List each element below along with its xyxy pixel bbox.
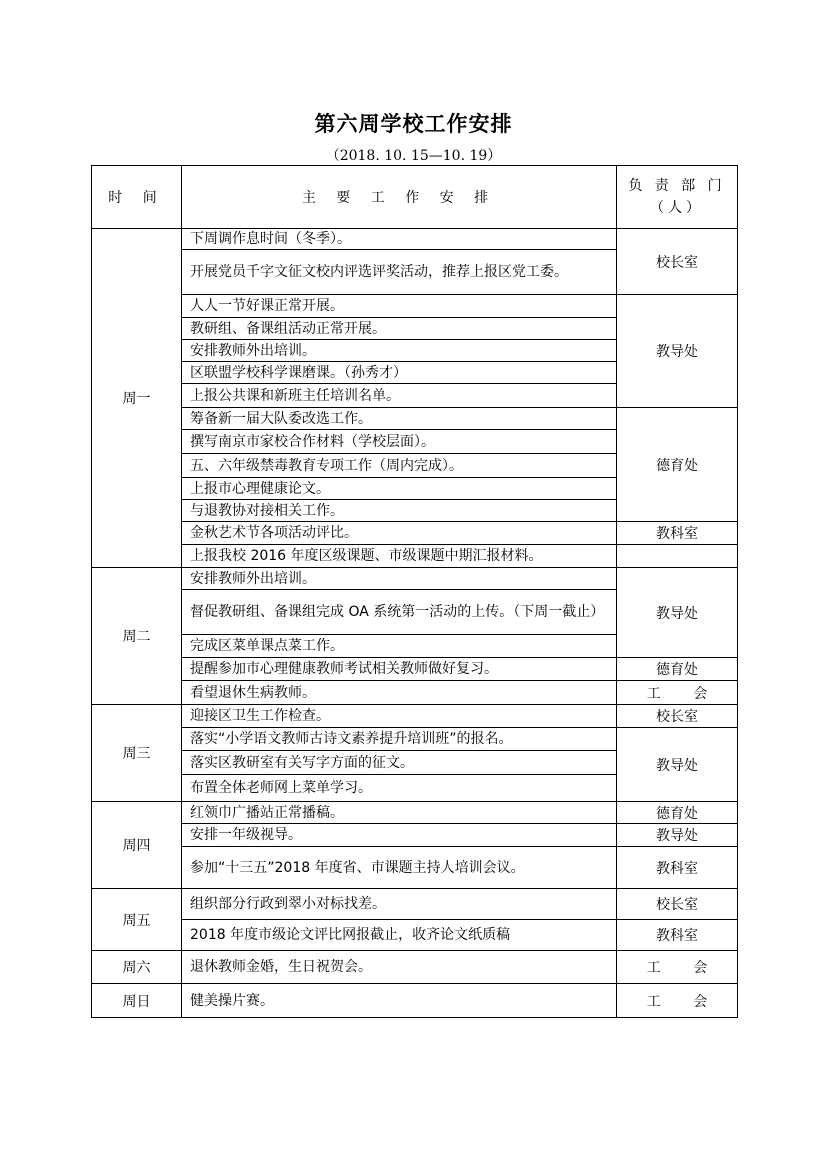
task-cell: 落实“小学语文教师古诗文素养提升培训班”的报名。: [182, 728, 617, 751]
table-row: [92, 681, 738, 705]
table-row: [92, 802, 738, 824]
task-cell: 安排教师外出培训。: [182, 568, 617, 590]
table-row: [92, 889, 738, 920]
task-cell: 下周调作息时间（冬季）。: [182, 229, 617, 250]
dept-cell: 教导处: [617, 295, 738, 408]
dept-label: 工 会: [646, 993, 722, 1010]
day-cell-fri: 周五: [92, 889, 182, 951]
task-cell: 红领巾广播站正常播稿。: [182, 802, 617, 824]
table-header-row: [92, 166, 738, 229]
table-row: [92, 951, 738, 984]
task-cell: 开展党员千字文征文校内评选评奖活动，推荐上报区党工委。: [182, 250, 617, 295]
header-dept-line1: 负 责 部 门: [628, 178, 726, 194]
dept-cell: 校长室: [617, 889, 738, 920]
task-cell: 区联盟学校科学课磨课。（孙秀才）: [182, 362, 617, 384]
task-cell: 迎接区卫生工作检查。: [182, 705, 617, 728]
task-cell: 五、六年级禁毒教育专项工作（周内完成）。: [182, 454, 617, 478]
dept-cell: 教科室: [617, 522, 738, 545]
task-cell: 2018 年度市级论文评比网报截止，收齐论文纸质稿: [182, 920, 617, 951]
dept-cell: 教导处: [617, 728, 738, 802]
day-cell-wed: 周三: [92, 705, 182, 802]
dept-cell: 教导处: [617, 568, 738, 658]
dept-cell: 校长室: [617, 705, 738, 728]
dept-cell: [617, 951, 738, 984]
header-task: 主 要 工 作 安 排: [182, 166, 617, 229]
dept-cell: [617, 681, 738, 705]
table-row: [92, 705, 738, 728]
schedule-table: [91, 165, 738, 1018]
table-row: [92, 295, 738, 318]
table-row: [92, 728, 738, 751]
dept-cell: 德育处: [617, 802, 738, 824]
task-cell: 参加“十三五”2018 年度省、市课题主持人培训会议。: [182, 847, 617, 889]
task-cell: 筹备新一届大队委改选工作。: [182, 408, 617, 430]
task-cell: 落实区教研室有关写字方面的征文。: [182, 751, 617, 775]
task-cell: 撰写南京市家校合作材料（学校层面）。: [182, 430, 617, 454]
table-row: [92, 545, 738, 568]
task-cell: 上报市心理健康论文。: [182, 478, 617, 500]
task-cell: 看望退休生病教师。: [182, 681, 617, 705]
task-cell: 提醒参加市心理健康教师考试相关教师做好复习。: [182, 658, 617, 681]
table-row: [92, 984, 738, 1018]
task-cell: 退休教师金婚，生日祝贺会。: [182, 951, 617, 984]
day-cell-thu: 周四: [92, 802, 182, 889]
task-cell: 上报我校 2016 年度区级课题、市级课题中期汇报材料。: [182, 545, 617, 568]
page-title: 第六周学校工作安排: [314, 111, 513, 136]
header-time: 时 间: [92, 166, 182, 229]
dept-cell: [617, 545, 738, 568]
table-row: [92, 824, 738, 847]
dept-cell: [617, 984, 738, 1018]
task-cell: 与退教协对接相关工作。: [182, 500, 617, 522]
table-row: [92, 408, 738, 430]
day-cell-sun: 周日: [92, 984, 182, 1018]
table-row: [92, 658, 738, 681]
dept-cell: 教导处: [617, 824, 738, 847]
task-cell: 教研组、备课组活动正常开展。: [182, 318, 617, 340]
task-cell: 组织部分行政到翠小对标找差。: [182, 889, 617, 920]
task-cell: 督促教研组、备课组完成 OA 系统第一活动的上传。（下周一截止）: [182, 590, 617, 635]
dept-cell: 德育处: [617, 408, 738, 522]
task-cell: 健美操片赛。: [182, 984, 617, 1018]
dept-label: 工 会: [646, 685, 722, 702]
header-dept-line2: （人）: [650, 200, 704, 216]
table-row: [92, 920, 738, 951]
dept-label: 工 会: [646, 960, 722, 976]
day-cell-tue: 周二: [92, 568, 182, 705]
task-cell: 金秋艺术节各项活动评比。: [182, 522, 617, 545]
task-cell: 安排教师外出培训。: [182, 340, 617, 362]
date-range: （2018. 10. 15—10. 19）: [325, 148, 502, 164]
task-cell: 人人一节好课正常开展。: [182, 295, 617, 318]
table-row: [92, 847, 738, 889]
task-cell: 上报公共课和新班主任培训名单。: [182, 384, 617, 408]
day-cell-mon: 周一: [92, 229, 182, 568]
day-cell-sat: 周六: [92, 951, 182, 984]
task-cell: 完成区菜单课点菜工作。: [182, 635, 617, 658]
header-dept: [617, 166, 738, 229]
task-cell: 布置全体老师网上菜单学习。: [182, 775, 617, 802]
dept-cell: 校长室: [617, 229, 738, 295]
dept-cell: 教科室: [617, 847, 738, 889]
table-row: [92, 568, 738, 590]
task-cell: 安排一年级视导。: [182, 824, 617, 847]
table-row: [92, 522, 738, 545]
dept-cell: 教科室: [617, 920, 738, 951]
table-row: [92, 229, 738, 250]
dept-cell: 德育处: [617, 658, 738, 681]
